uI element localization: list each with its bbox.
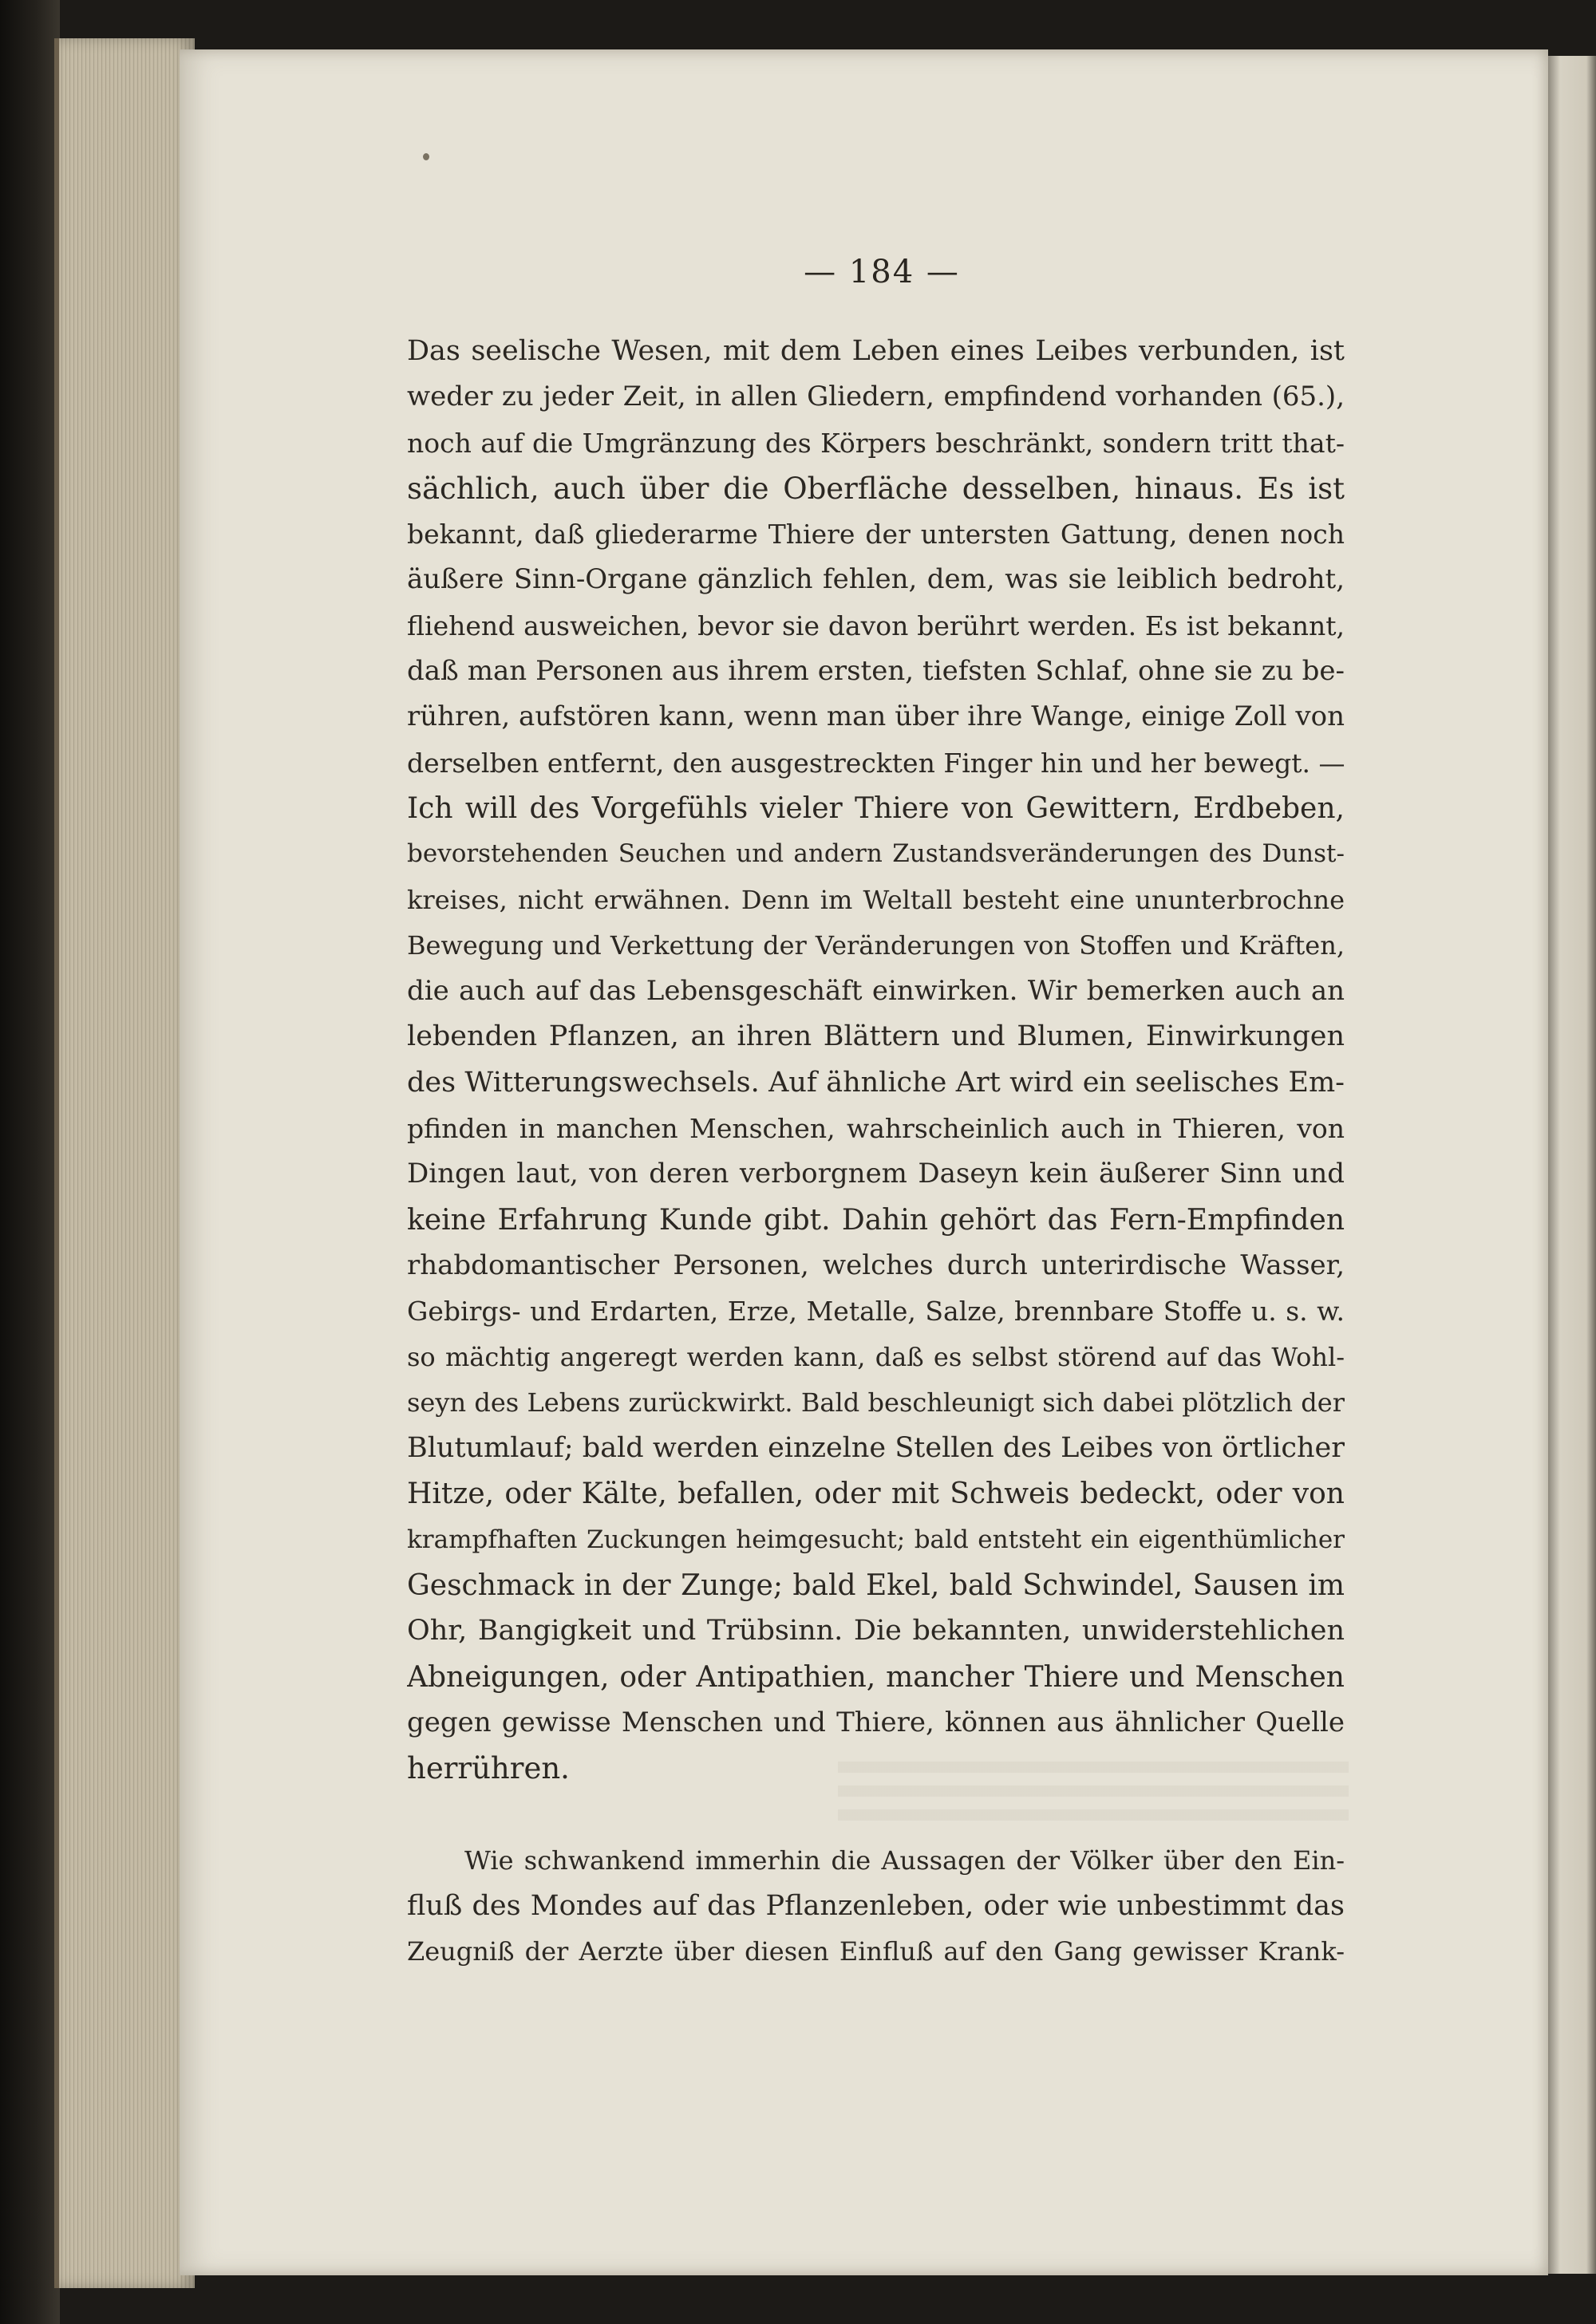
text-line: Ich will des Vorgefühls vieler Thiere von Gewittern, Erdbeben, bbox=[407, 791, 1345, 825]
text-line: fluß des Mondes auf das Pflanzenleben, oder wie unbestimmt das bbox=[407, 1889, 1345, 1922]
text-line: Das seelische Wesen, mit dem Leben eines Leibes verbunden, ist bbox=[407, 335, 1345, 367]
text-line: Bewegung und Verkettung der Veränderungen von Stoffen und Kräften, bbox=[407, 929, 1345, 961]
text-line: Dingen laut, von deren verborgnem Daseyn kein äußerer Sinn und bbox=[407, 1158, 1345, 1190]
text-line: bekannt, daß gliederarme Thiere der untersten Gattung, denen noch bbox=[407, 519, 1345, 550]
text-line: fliehend ausweichen, bevor sie davon berührt werden. Es ist bekannt, bbox=[407, 610, 1345, 641]
text-line: seyn des Lebens zurückwirkt. Bald beschleunigt sich dabei plötzlich der bbox=[407, 1387, 1345, 1418]
text-line: Blutumlauf; bald werden einzelne Stellen des Leibes von örtlicher bbox=[407, 1432, 1345, 1465]
body-text bbox=[407, 329, 1345, 1975]
text-line: keine Erfahrung Kunde gibt. Dahin gehört das Fern-Empfinden bbox=[407, 1203, 1345, 1237]
text-line: kreises, nicht erwähnen. Denn im Weltall besteht eine ununterbrochne bbox=[407, 884, 1345, 915]
facing-page-edge bbox=[1548, 56, 1596, 2274]
text-line: daß man Personen aus ihrem ersten, tiefsten Schlaf, ohne sie zu be- bbox=[407, 655, 1345, 688]
text-line: Ohr, Bangigkeit und Trübsinn. Die bekannten, unwiderstehlichen bbox=[407, 1615, 1345, 1647]
text-line: weder zu jeder Zeit, in allen Gliedern, empfindend vorhanden (65.), bbox=[407, 381, 1345, 413]
text-line: die auch auf das Lebensgeschäft einwirken. Wir bemerken auch an bbox=[407, 975, 1345, 1008]
paper-speck bbox=[423, 153, 429, 160]
text-line: des Witterungswechsels. Auf ähnliche Art wird ein seelisches Em- bbox=[407, 1066, 1345, 1099]
text-line: herrühren. bbox=[407, 1751, 570, 1786]
text-line: rühren, aufstören kann, wenn man über ihre Wange, einige Zoll von bbox=[407, 700, 1345, 733]
paragraph-2 bbox=[407, 1838, 1345, 1975]
paragraph-gap bbox=[407, 1792, 1345, 1838]
text-line: Abneigungen, oder Antipathien, mancher Thiere und Menschen bbox=[407, 1660, 1345, 1694]
text-line: so mächtig angeregt werden kann, daß es selbst störend auf das Wohl- bbox=[407, 1341, 1345, 1372]
book-page-edges bbox=[54, 38, 195, 2288]
text-line: pfinden in manchen Menschen, wahrscheinlich auch in Thieren, von bbox=[407, 1113, 1345, 1145]
backdrop bbox=[0, 0, 60, 2324]
text-line: Geschmack in der Zunge; bald Ekel, bald Schwindel, Sausen im bbox=[407, 1569, 1345, 1603]
text-line: noch auf die Umgränzung des Körpers beschränkt, sondern tritt that- bbox=[407, 427, 1345, 459]
text-line: bevorstehenden Seuchen und andern Zustandsveränderungen des Dunst- bbox=[407, 839, 1345, 869]
text-line: Wie schwankend immerhin die Aussagen der Völker über den Ein- bbox=[464, 1845, 1345, 1876]
text-line: Zeugniß der Aerzte über diesen Einfluß auf den Gang gewisser Krank- bbox=[407, 1936, 1345, 1967]
text-line: äußere Sinn-Organe gänzlich fehlen, dem, was sie leiblich bedroht, bbox=[407, 563, 1345, 596]
text-line: lebenden Pflanzen, an ihren Blättern und Blumen, Einwirkungen bbox=[407, 1020, 1345, 1053]
text-line: Gebirgs- und Erdarten, Erze, Metalle, Salze, brennbare Stoffe u. s. w. bbox=[407, 1296, 1345, 1328]
text-line: gegen gewisse Menschen und Thiere, können aus ähnlicher Quelle bbox=[407, 1706, 1345, 1738]
text-line: rhabdomantischer Personen, welches durch unterirdische Wasser, bbox=[407, 1249, 1345, 1281]
page-number: — 184 — bbox=[804, 254, 960, 290]
text-line: Hitze, oder Kälte, befallen, oder mit Schweis bedeckt, oder von bbox=[407, 1478, 1345, 1511]
text-line: derselben entfernt, den ausgestreckten Finger hin und her bewegt. — bbox=[407, 747, 1345, 779]
text-line: sächlich, auch über die Oberfläche desselben, hinaus. Es ist bbox=[407, 471, 1345, 506]
text-line: krampfhaften Zuckungen heimgesucht; bald entsteht ein eigenthümlicher bbox=[407, 1525, 1345, 1554]
paragraph-1 bbox=[407, 329, 1345, 1792]
